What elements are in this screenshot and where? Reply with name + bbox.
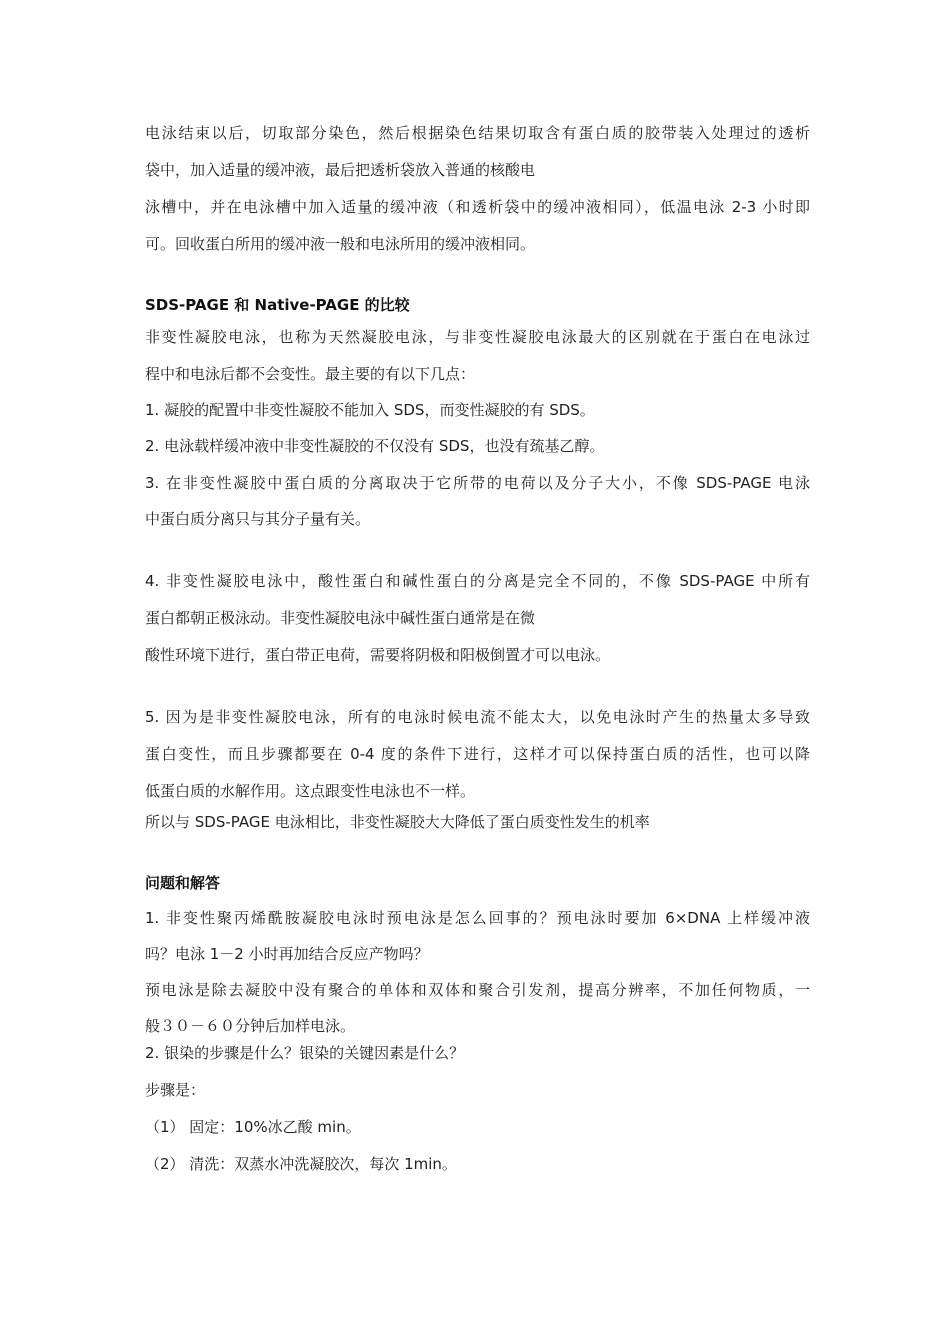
text-line: 蛋白变性，而且步骤都要在 0-4 度的条件下进行，这样才可以保持蛋白质的活性，也可以降 <box>145 745 810 763</box>
text-line: 电泳结束以后，切取部分染色，然后根据染色结果切取含有蛋白质的胶带装入处理过的透析 <box>145 124 810 142</box>
section-questions-answers <box>145 872 810 1176</box>
text-line: 可。回收蛋白所用的缓冲液一般和电泳所用的缓冲液相同。 <box>145 235 536 253</box>
paragraph-dialysis-recovery <box>145 122 810 256</box>
section-sds-native-comparison <box>145 294 810 834</box>
text-line: 泳槽中，并在电泳槽中加入适量的缓冲液（和透析袋中的缓冲液相同），低温电泳 2-3 小时即 <box>145 198 810 216</box>
question: 吗？电泳 1－2 小时再加结合反应产物吗？ <box>145 945 429 963</box>
list-item: 1. 凝胶的配置中非变性凝胶不能加入 SDS，而变性凝胶的有 SDS。 <box>145 401 595 419</box>
question: 1. 非变性聚丙烯酰胺凝胶电泳时预电泳是怎么回事的？预电泳时要加 6×DNA 上样缓冲液 <box>145 909 810 927</box>
text-line: 程中和电泳后都不会变性。最主要的有以下几点： <box>145 365 476 383</box>
section-heading: SDS-PAGE 和 Native-PAGE 的比较 <box>145 296 410 314</box>
document-body <box>145 122 810 1176</box>
text-line: 酸性环境下进行，蛋白带正电荷，需要将阴极和阳极倒置才可以电泳。 <box>145 646 611 664</box>
list-item: 3. 在非变性凝胶中蛋白质的分离取决于它所带的电荷以及分子大小，不像 SDS-PAGE 电泳 <box>145 474 810 492</box>
step-item: （2） 清洗：双蒸水冲洗凝胶次，每次 1min。 <box>145 1155 457 1173</box>
question: 2. 银染的步骤是什么？银染的关键因素是什么？ <box>145 1044 465 1062</box>
answer: 预电泳是除去凝胶中没有聚合的单体和双体和聚合引发剂，提高分辨率，不加任何物质，一 <box>145 981 810 999</box>
step-item: （1） 固定：10%冰乙酸 min。 <box>145 1118 361 1136</box>
text-line: 中蛋白质分离只与其分子量有关。 <box>145 510 371 528</box>
list-item: 5. 因为是非变性凝胶电泳，所有的电泳时候电流不能太大，以免电泳时产生的热量太多导致 <box>145 708 810 726</box>
text-line: 袋中，加入适量的缓冲液，最后把透析袋放入普通的核酸电 <box>145 161 536 179</box>
text-line: 所以与 SDS-PAGE 电泳相比，非变性凝胶大大降低了蛋白质变性发生的机率 <box>145 813 650 831</box>
answer: 般３０－６０分钟后加样电泳。 <box>145 1017 356 1035</box>
text-line: 蛋白都朝正极泳动。非变性凝胶电泳中碱性蛋白通常是在微 <box>145 609 536 627</box>
list-item: 2. 电泳载样缓冲液中非变性凝胶的不仅没有 SDS，也没有巯基乙醇。 <box>145 437 605 455</box>
section-heading: 问题和解答 <box>145 874 221 892</box>
answer: 步骤是： <box>145 1081 206 1099</box>
text-line: 低蛋白质的水解作用。这点跟变性电泳也不一样。 <box>145 782 476 800</box>
text-line: 非变性凝胶电泳，也称为天然凝胶电泳，与非变性凝胶电泳最大的区别就在于蛋白在电泳过 <box>145 328 810 346</box>
list-item: 4. 非变性凝胶电泳中，酸性蛋白和碱性蛋白的分离是完全不同的，不像 SDS-PAGE 中所有 <box>145 572 810 590</box>
